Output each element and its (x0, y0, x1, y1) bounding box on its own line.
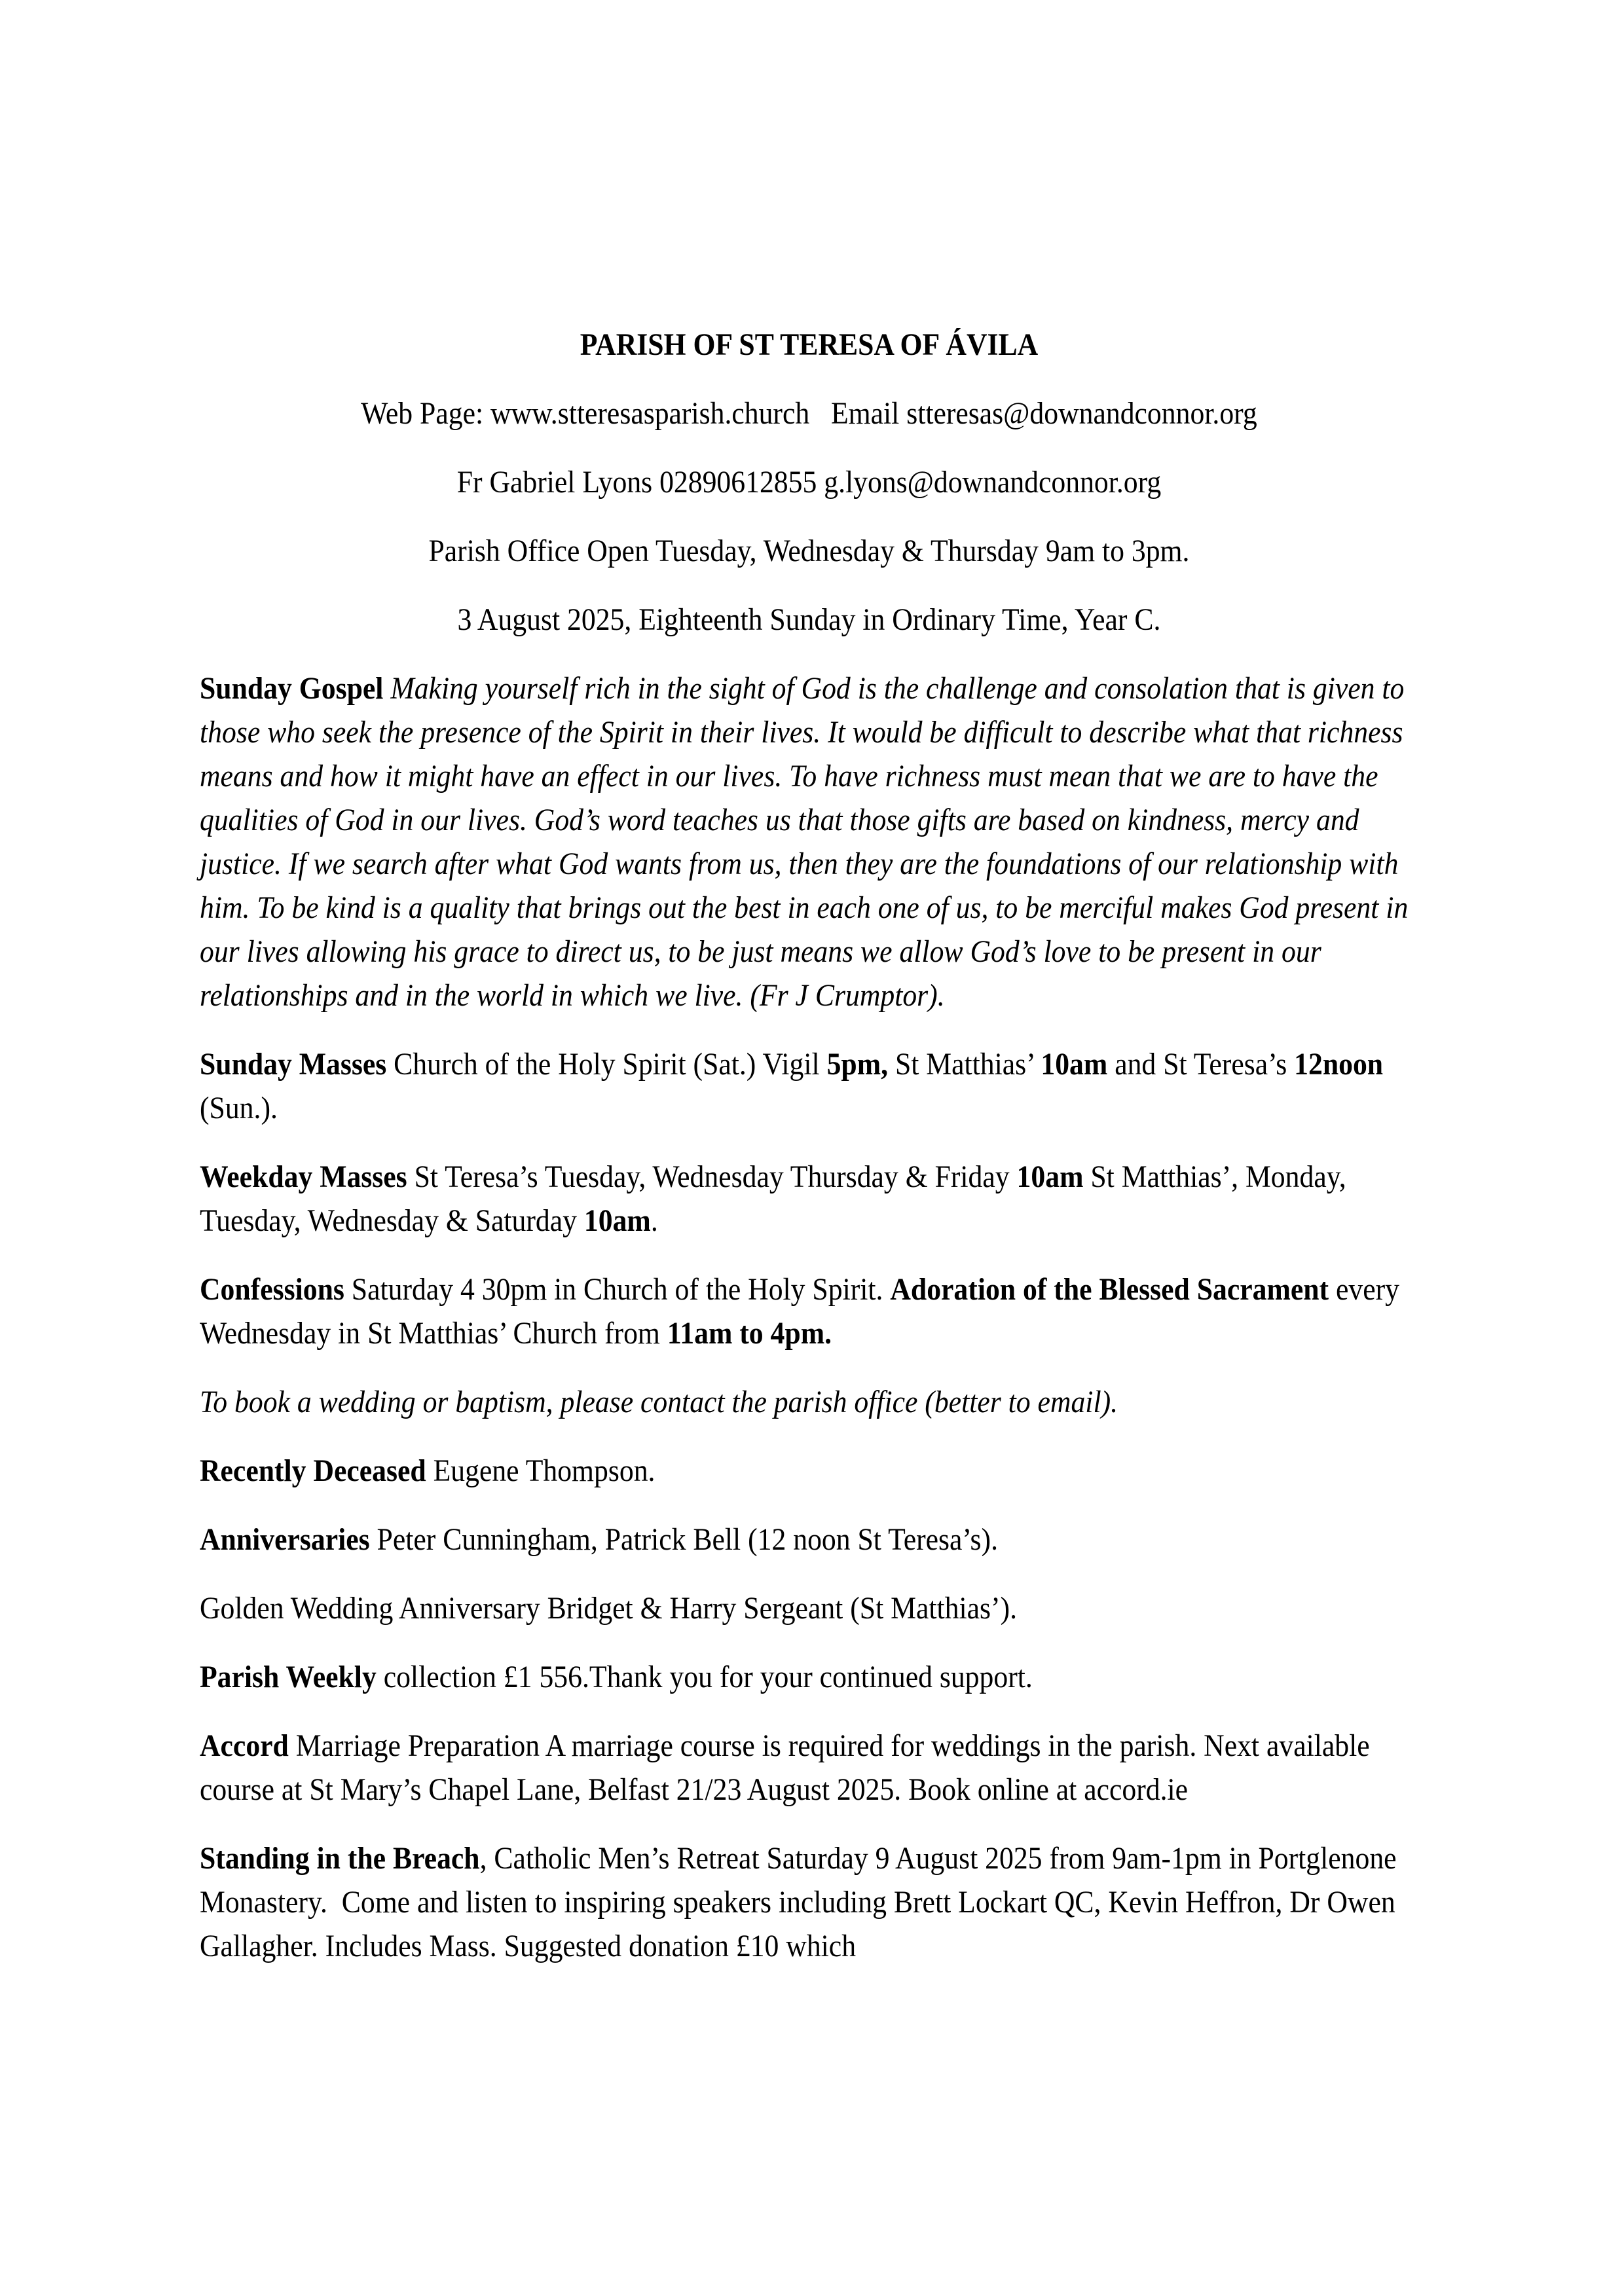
text-run: every Wednesday in St Matthias’ Church from (200, 1272, 1407, 1351)
text-run: (Sun.). (200, 1047, 1391, 1125)
text-run: Recently Deceased (200, 1453, 434, 1488)
text-run: 10am (583, 1203, 651, 1238)
contact-line: Web Page: www.stteresasparish.church Email stteresas@downandconnor.org (361, 396, 1257, 431)
date-line: 3 August 2025, Eighteenth Sunday in Ordinary Time, Year C. (457, 602, 1161, 637)
text-run: Saturday 4 30pm in Church of the Holy Spirit. (351, 1272, 891, 1307)
newsletter-body (200, 666, 1418, 1968)
recently-deceased-paragraph (200, 1449, 1418, 1493)
standing-in-the-breach-paragraph (200, 1836, 1418, 1968)
text-run: Marriage Preparation A marriage course is required for weddings in the parish. Next available course at St Mary’s Chapel Lane, Belfast 21/23 August 2025. Book online at accord.ie (200, 1728, 1377, 1807)
text-run: To book a wedding or baptism, please contact the parish office (better to email). (200, 1385, 1118, 1419)
text-run: Standing in the Breach (200, 1841, 480, 1876)
text-run: Sunday Masses (200, 1047, 394, 1082)
text-run: , Catholic Men’s Retreat Saturday 9 August 2025 from 9am-1pm in Portglenone Monastery. Come and listen to inspiring speakers including Brett Lockart QC, Kevin Heffron, Dr Owen Gallagher. Includes Mass. Suggested donation £10 which (200, 1841, 1404, 1963)
text-run: Eugene Thompson. (433, 1453, 655, 1488)
text-run: 10am (1016, 1159, 1084, 1194)
confessions-adoration-paragraph (200, 1267, 1418, 1355)
text-run: 5pm, (826, 1047, 889, 1082)
text-run: 11am to 4pm. (667, 1316, 832, 1351)
text-run: Weekday Masses (200, 1159, 415, 1194)
text-run: St Matthias’, Monday, Tuesday, Wednesday & Saturday (200, 1159, 1353, 1238)
office-hours-line: Parish Office Open Tuesday, Wednesday & Thursday 9am to 3pm. (428, 534, 1190, 568)
text-run: St Teresa’s Tuesday, Wednesday Thursday & Friday (414, 1159, 1017, 1194)
text-run: 10am (1041, 1047, 1108, 1082)
weekday-masses-paragraph (200, 1155, 1418, 1243)
text-run: and St Teresa’s (1107, 1047, 1295, 1082)
text-run: Church of the Holy Spirit (Sat.) Vigil (394, 1047, 827, 1082)
text-run: St Matthias’ (888, 1047, 1041, 1082)
text-run: . (650, 1203, 658, 1238)
parish-weekly-collection-paragraph (200, 1655, 1418, 1699)
golden-wedding-paragraph (200, 1586, 1418, 1630)
text-run: Sunday Gospel (200, 671, 391, 706)
wedding-baptism-note (200, 1380, 1418, 1424)
anniversaries-paragraph (200, 1518, 1418, 1561)
text-run: collection £1 556.Thank you for your continued support. (383, 1660, 1033, 1694)
priest-line: Fr Gabriel Lyons 02890612855 g.lyons@downandconnor.org (456, 465, 1162, 500)
text-run: Peter Cunningham, Patrick Bell (12 noon St Teresa’s). (377, 1522, 999, 1557)
text-run: Adoration of the Blessed Sacrament (890, 1272, 1329, 1307)
accord-marriage-paragraph (200, 1724, 1418, 1812)
newsletter-content (200, 323, 1418, 1993)
sunday-gospel-paragraph (200, 666, 1418, 1017)
sunday-masses-paragraph (200, 1042, 1418, 1130)
text-run: Accord (200, 1728, 296, 1763)
text-run: Anniversaries (200, 1522, 377, 1557)
text-run: Parish Weekly (200, 1660, 384, 1694)
page-title: PARISH OF ST TERESA OF ÁVILA (580, 327, 1039, 362)
text-run: 12noon (1294, 1047, 1384, 1082)
text-run: Confessions (200, 1272, 352, 1307)
text-run: Making yourself rich in the sight of God is the challenge and consolation that is given to those who seek the presence of the Spirit in their lives. It would be difficult to describe what that richness means and how it might have an effect in our lives. To have richness must mean that we are to have the qualities of God in our lives. God’s word teaches us that those gifts are based on kindness, mercy and justice. If we search after what God wants from us, then they are the foundations of our relationship with him. To be kind is a quality that brings out the best in each one of us, to be merciful makes God present in our lives allowing his grace to direct us, to be just means we allow God’s love to be present in our relationships and in the world in which we live. (Fr J Crumptor). (200, 671, 1416, 1013)
text-run: Golden Wedding Anniversary Bridget & Harry Sergeant (St Matthias’). (200, 1591, 1017, 1626)
